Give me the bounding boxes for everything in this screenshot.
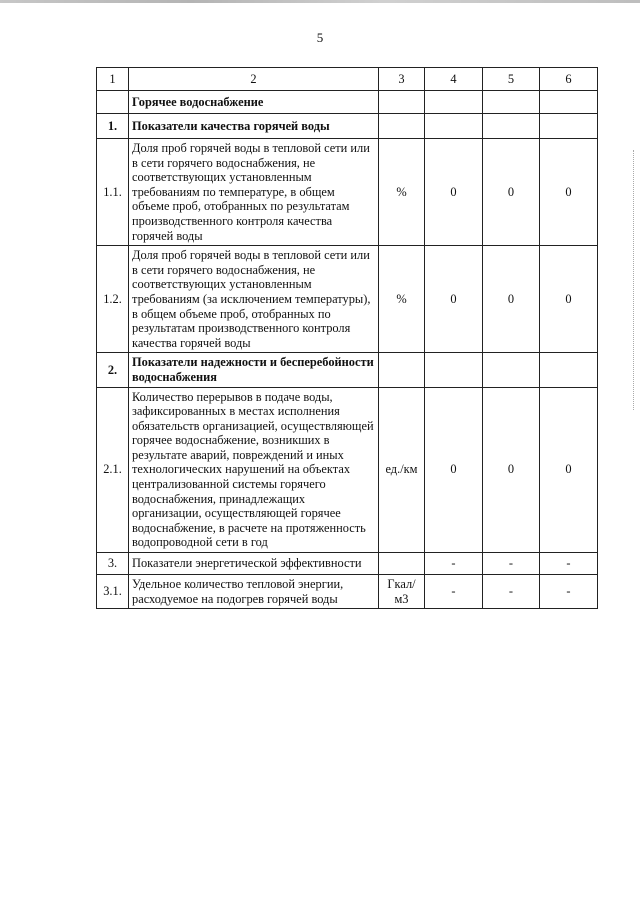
row-value <box>483 114 540 139</box>
indicator-name: Доля проб горячей воды в тепловой сети или в сети горячего водоснабжения, не соответствующих установленным требованиям по температуре, в общем объеме проб, отобранных по результатам производственного контроля качества горячей воды <box>129 139 379 246</box>
row-value <box>540 114 598 139</box>
row-value <box>540 91 598 114</box>
row-value: - <box>483 575 540 609</box>
row-value: - <box>425 553 483 575</box>
row-number: 2.1. <box>97 387 129 553</box>
indicator-name: Удельное количество тепловой энергии, расходуемое на подогрев горячей воды <box>129 575 379 609</box>
indicator-name: Показатели энергетической эффективности <box>129 553 379 575</box>
indicator-name: Доля проб горячей воды в тепловой сети или в сети горячего водоснабжения, не соответствующих установленным требованиям (за исключением температуры), в общем объеме проб, отобранных по результатам производственного контроля качества горячей воды <box>129 246 379 353</box>
row-unit <box>379 114 425 139</box>
column-number: 2 <box>129 68 379 91</box>
indicator-name: Количество перерывов в подаче воды, зафиксированных в местах исполнения обязательств организацией, осуществляющей горячее водоснабжение, возникших в результате аварий, повреждений и иных технологических нарушений на объектах централизованной системы горячего водоснабжения, принадлежащих организации, осуществляющей горячее водоснабжение, в расчете на протяженность водопроводной сети в год <box>129 387 379 553</box>
section-title: Показатели надежности и бесперебойности водоснабжения <box>129 353 379 387</box>
row-number: 1. <box>97 114 129 139</box>
row-number: 3. <box>97 553 129 575</box>
row-value <box>425 353 483 387</box>
section-title: Горячее водоснабжение <box>129 91 379 114</box>
table-row <box>97 387 598 553</box>
table-row <box>97 139 598 246</box>
row-number: 3.1. <box>97 575 129 609</box>
scan-margin-marks <box>633 150 635 410</box>
row-value: - <box>540 553 598 575</box>
row-number <box>97 91 129 114</box>
row-value <box>540 353 598 387</box>
row-value: 0 <box>540 246 598 353</box>
row-value <box>483 91 540 114</box>
table-row <box>97 91 598 114</box>
row-value: 0 <box>425 246 483 353</box>
row-unit <box>379 91 425 114</box>
row-unit: % <box>379 246 425 353</box>
row-value: 0 <box>540 139 598 246</box>
row-value: 0 <box>483 246 540 353</box>
section-title: Показатели качества горячей воды <box>129 114 379 139</box>
row-value <box>425 114 483 139</box>
row-value: - <box>483 553 540 575</box>
column-number: 4 <box>425 68 483 91</box>
row-unit <box>379 553 425 575</box>
row-unit: % <box>379 139 425 246</box>
table-header-row <box>97 68 598 91</box>
row-number: 1.1. <box>97 139 129 246</box>
table-row <box>97 246 598 353</box>
table-row <box>97 553 598 575</box>
column-number: 6 <box>540 68 598 91</box>
row-number: 2. <box>97 353 129 387</box>
column-number: 1 <box>97 68 129 91</box>
column-number: 3 <box>379 68 425 91</box>
row-value: 0 <box>483 387 540 553</box>
indicators-table <box>96 67 598 609</box>
row-unit: ед./км <box>379 387 425 553</box>
table-row <box>97 575 598 609</box>
row-unit <box>379 353 425 387</box>
row-value: 0 <box>540 387 598 553</box>
row-unit: Гкал/м3 <box>379 575 425 609</box>
table-row <box>97 353 598 387</box>
page-number: 5 <box>316 30 324 45</box>
row-value: - <box>540 575 598 609</box>
row-value <box>483 353 540 387</box>
row-number: 1.2. <box>97 246 129 353</box>
row-value: 0 <box>425 139 483 246</box>
table-row <box>97 114 598 139</box>
row-value: - <box>425 575 483 609</box>
row-value <box>425 91 483 114</box>
scan-top-edge <box>0 0 640 3</box>
row-value: 0 <box>425 387 483 553</box>
column-number: 5 <box>483 68 540 91</box>
row-value: 0 <box>483 139 540 246</box>
